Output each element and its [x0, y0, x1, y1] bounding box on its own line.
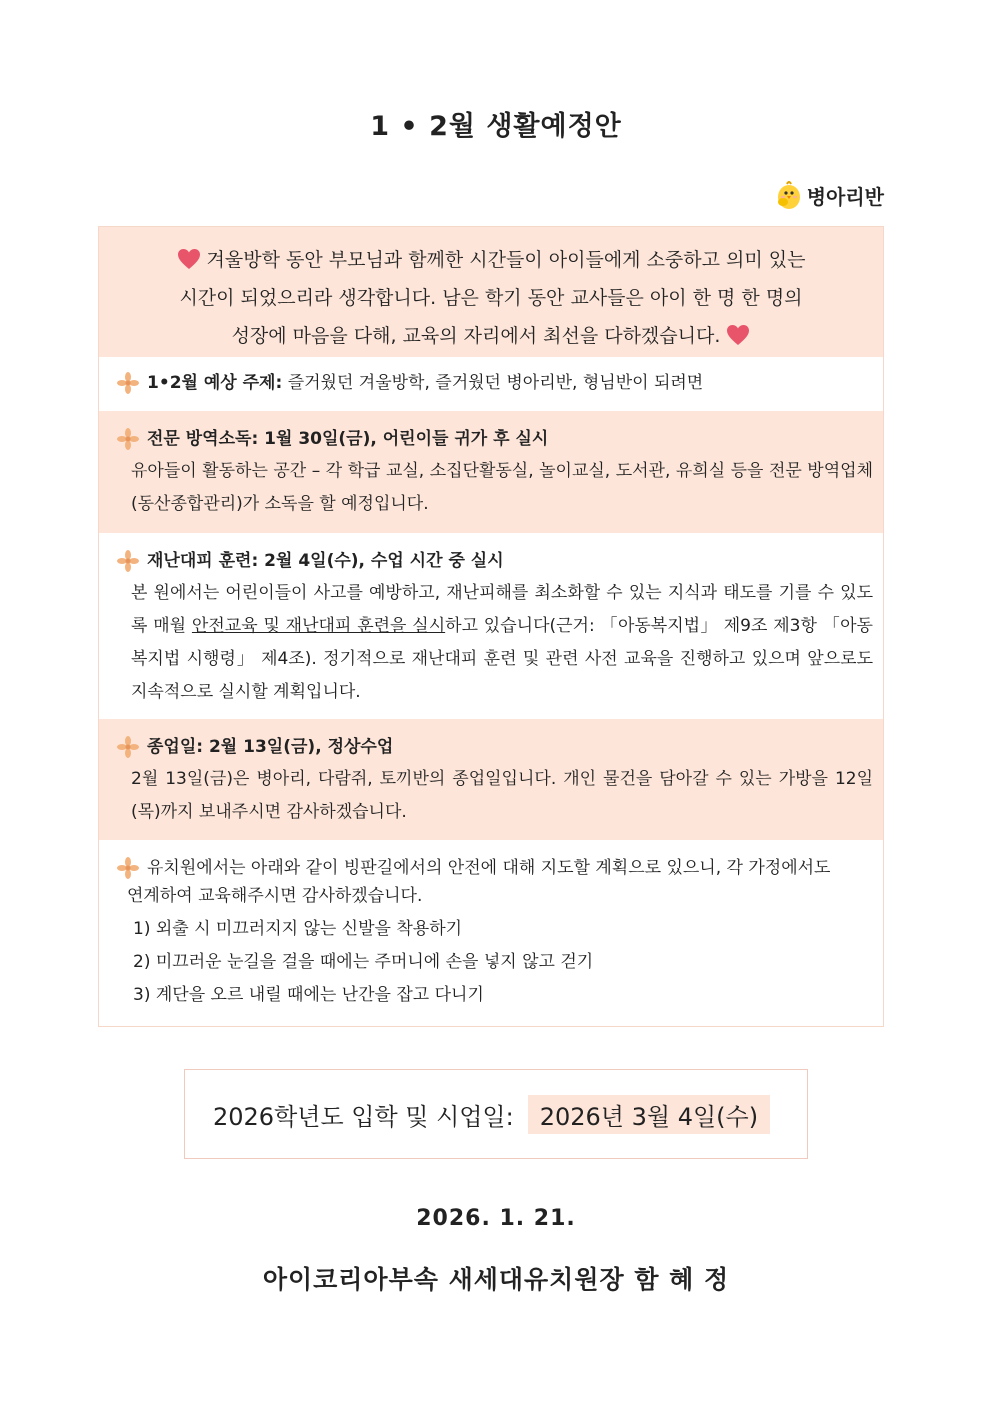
flower-star-icon: [117, 550, 139, 572]
entry-label: 2026학년도 입학 및 시업일:: [213, 1102, 514, 1131]
drill-body-pre: 본 원에서는 어린이들이 사고를 예방하고, 재난피해를 최소화할 수 있는 지식과 태도를 기를 수 있도록 매월: [131, 583, 873, 636]
signature: 아이코리아부속 새세대유치원장 함 혜 정: [262, 1265, 730, 1294]
drill-body: [117, 577, 873, 709]
flower-star-icon: [117, 372, 139, 394]
drill-section: [99, 533, 883, 719]
page-title: 1 • 2월 생활예정안: [370, 111, 622, 142]
disinfection-body: 유아들이 활동하는 공간 – 각 학급 교실, 소집단활동실, 놀이교실, 도서관, 유희실 등을 전문 방역업체(동산종합관리)가 소독을 할 예정입니다.: [131, 461, 873, 514]
chick-icon: [775, 180, 803, 210]
list-item: 1) 외출 시 미끄러지지 않는 신발을 착용하기: [133, 919, 463, 939]
schedule-box: [98, 226, 884, 1027]
class-tag: [775, 180, 884, 210]
entry-date-box: [184, 1069, 808, 1159]
heart-icon: [726, 324, 750, 346]
ice-safety-list: [117, 913, 873, 1012]
ice-safety-section: [99, 840, 883, 1026]
entry-value: 2026년 3월 4일(수): [528, 1095, 770, 1134]
heart-icon: [177, 248, 201, 270]
intro-line-2: 시간이 되었으리라 생각합니다. 남은 학기 동안 교사들은 아이 한 명 한 명의: [179, 287, 803, 309]
topics-section: [99, 357, 883, 411]
closing-section: [99, 719, 883, 840]
document-date: 2026. 1. 21.: [416, 1206, 576, 1231]
disinfection-section: [99, 411, 883, 533]
topics-value: 즐거웠던 겨울방학, 즐거웠던 병아리반, 형님반이 되려면: [287, 373, 704, 393]
intro-line-1: 겨울방학 동안 부모님과 함께한 시간들이 아이들에게 소중하고 의미 있는: [206, 249, 806, 271]
drill-heading: 재난대피 훈련: 2월 4일(수), 수업 시간 중 실시: [147, 551, 504, 571]
class-name: 병아리반: [806, 184, 884, 209]
ice-safety-line-1: 유치원에서는 아래와 같이 빙판길에서의 안전에 대해 지도할 계획으로 있으니, 각 가정에서도: [147, 858, 831, 878]
ice-safety-line-2: 연계하여 교육해주시면 감사하겠습니다.: [127, 886, 423, 906]
drill-body-underline: 안전교육 및 재난대피 훈련을 실시: [191, 616, 446, 636]
flower-star-icon: [117, 428, 139, 450]
list-item: 3) 계단을 오르 내릴 때에는 난간을 잡고 다니기: [133, 985, 484, 1005]
list-item: 2) 미끄러운 눈길을 걸을 때에는 주머니에 손을 넣지 않고 걷기: [133, 952, 594, 972]
flower-star-icon: [117, 736, 139, 758]
intro-section: [99, 227, 883, 357]
flower-star-icon: [117, 857, 139, 879]
closing-heading: 종업일: 2월 13일(금), 정상수업: [147, 737, 394, 757]
intro-line-3: 성장에 마음을 다해, 교육의 자리에서 최선을 다하겠습니다.: [231, 325, 721, 347]
drill-body-post: 하고 있습니다(근거: 「아동복지법」 제9조 제3항 「아동복지법 시행령」 제4조). 정기적으로 재난대피 훈련 및 관련 사전 교육을 진행하고 있으며 앞으로도 지속적으로 실시할 계획입니다.: [131, 616, 873, 702]
topics-label: 1•2월 예상 주제:: [147, 373, 283, 393]
closing-body: 2월 13일(금)은 병아리, 다람쥐, 토끼반의 종업일입니다. 개인 물건을 담아갈 수 있는 가방을 12일(목)까지 보내주시면 감사하겠습니다.: [131, 769, 873, 822]
disinfection-heading: 전문 방역소독: 1월 30일(금), 어린이들 귀가 후 실시: [147, 429, 549, 449]
